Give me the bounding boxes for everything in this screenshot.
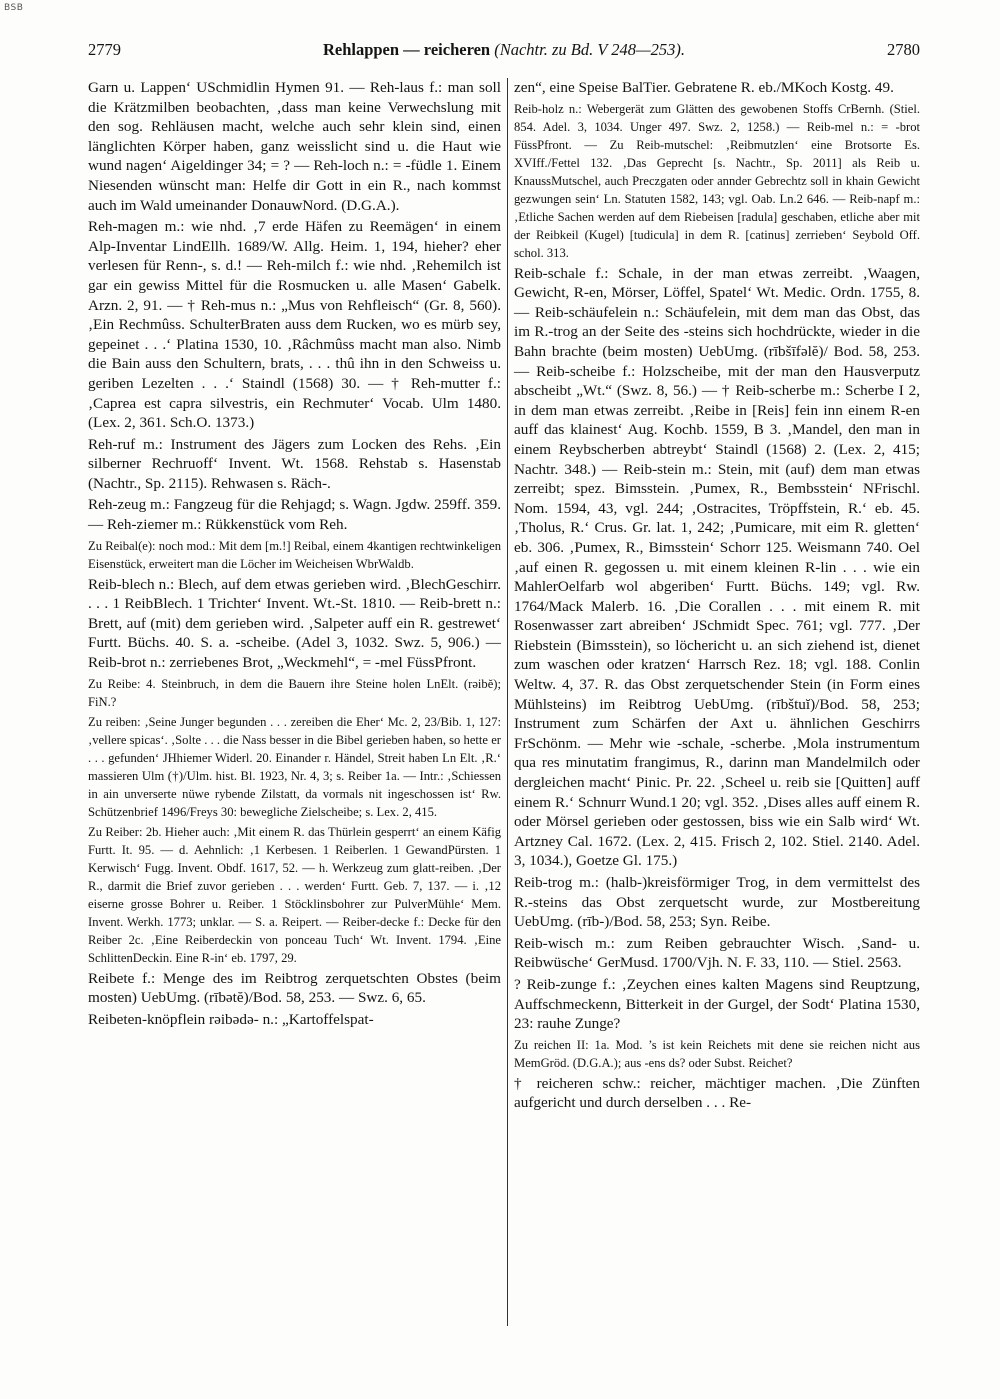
dictionary-entry: Zu reiben: ‚Seine Junger begunden . . . zereiben die Eher‘ Mc. 2, 23/Bib. 1, 127: ‚vellere spicas‘. ‚Solte . . . die Nass besser in die Bibel gerieben haben, so hette er . . . gefunden‘ JHhiemer Widerl. 20. Einander r. Händel, Streit haben Ln Elt. ‚R.‘ massieren Ulm (†)/Ulm. hist. Bl. 1923, Nr. 4, 3; s. Reiber 1a. — Intr.: ‚Schiessen in ain unverserte nüwe rybende Zilstatt, da vormals nit ingeschossen ist‘ Rw. Schützenbrief 1496/Freys 30: bewegliche Zielscheibe; s. Lex. 2, 415. (88, 714, 501, 819)
dictionary-entry: Reibete f.: Menge des im Reibtrog zerquetschten Obstes (beim mosten) UebUmg. (rībətĕ)/Bod. 58, 253. — Swz. 6, 65. (88, 969, 501, 1007)
page-number-right: 2780 (887, 40, 920, 59)
left-column (88, 78, 501, 1031)
column-divider (507, 78, 508, 1326)
dictionary-entry: Reibeten-knöpflein rəibədə- n.: „Kartoffelspat- (88, 1010, 374, 1028)
dictionary-entry: Zu Reibal(e): noch mod.: Mit dem [m.!] Reibal, einem 4kantigen rechtwinkeligen Eisenstück, erweitert man die Löcher im Weicheisen WbrWaldb. (88, 538, 501, 571)
dictionary-entry: Zu reichen II: 1a. Mod. ’s ist kein Reichets mit dene sie reichen nicht aus MemGröd. (D.G.A.); aus -ens ds? oder Subst. Reichet? (514, 1037, 920, 1070)
dictionary-entry: Zu Reibe: 4. Steinbruch, in dem die Bauern ihre Steine holen LnElt. (rəibĕ); FiN.? (88, 676, 501, 709)
dictionary-entry: Reh-ruf m.: Instrument des Jägers zum Locken des Rehs. ‚Ein silberner Rechruoff‘ Invent. Wt. 1568. Rehstab s. Hasenstab (Nachtr., Sp. 2115). Rehwasen s. Räch-. (88, 435, 501, 492)
supplement-reference: (Nachtr. zu Bd. V 248—253). (494, 40, 686, 59)
dictionary-entry: Reib-schale f.: Schale, in der man etwas zerreibt. ‚Waagen, Gewicht, R-en, Mörser, Löffel, Spatel‘ Wt. Medic. Ordn. 1755, 8. — Reib-schäufelein n.: Schäufelein, mit dem man das Obst, das im R.-trog an der Seite des -steins sich hochdrückte, wieder in die Bahn brachte (beim mosten) UebUmg. (rībšīfəlĕ)/ Bod. 58, 253. — Reib-scheibe f.: Holzscheibe, mit der man den Hausverputz abscheibt „Wt.“ (Swz. 8, 56.) — † Reib-scherbe m.: Scherbe I 2, in dem man etwas zerreibt. ‚Reibe in [Reis] fein inn einem R-en auff das klainest‘ Aug. Kochb. 1559, B 3. ‚Mandel, den man in einem Reybscherben abtreybt‘ Staindl (1568) 2. (Lex. 2, 415; Nachtr. 348.) — Reib-stein m.: Stein, mit (auf) dem man etwas zerreibt; spez. Bimsstein. ‚Pumex, R., Bembsstein‘ NFrischl. Nom. 1594, 43, vgl. 244; ‚Ostracites, Tröpffstein, R.‘ eb. 45. ‚Tholus, R.‘ Crus. Gr. lat. 1, 242; ‚Pumicare, mit eim R. gletten‘ eb. 306. ‚Pumex, R., Bimsstein‘ Schorr 125. Weismann 740. Oel ‚auf einen R. gegossen u. mit einem kleinen R-lin . . . wie ein MahlerOelfarb wol abgeriben‘ Furtt. Büchs. 149; vgl. Rw. 1764/Mack Malerb. 16. ‚Die Corallen . . . mit einem R. mit Rosenwasser zart abreiben‘ JSchmidt Spec. 761; vgl. 777. ‚Der Riebstein (Bimsstein), so löchericht u. an sich ziehend ist, dienet zum waschen oder kratzen‘ Harrsch Rez. 18; vgl. 188. Conlin Weltw. 4, 37. R. das Obst zerquetschender Stein (in Form eines Mühlsteins) im Reibtrog UebUmg. (rībštuĭ)/Bod. 58, 253; Instrument zum Schärfen der Axt u. ähnlichen Geschirrs FrSchönm. — Mehr wie -schale, -scherbe. ‚Mola instrumentum qua res minutatim frangimus, R., darinn man Mandelmilch oder dergleichen macht‘ Pinic. Pr. 22. ‚Scheel u. reib sie [Quitten] auff einem R.‘ Schnurr Wund.1 20; vgl. 352. ‚Dises alles auff einem R. oder Mörsel gerieben oder gestossen, biss wie ein Salb wird‘ Wt. Artzney Cal. 1672. (Lex. 2, 415. Frisch 2, 102. Stiel. 2140. Adel. 3, 1034.), Goetze Gl. 175.) (514, 264, 920, 870)
page-title (88, 40, 920, 60)
dictionary-entry: zen“, eine Speise BalTier. Gebratene R. eb./MKoch Kostg. 49. (514, 79, 894, 96)
dictionary-entry: Garn u. Lappen‘ USchmidlin Hymen 91. — Reh-laus f.: man soll die Krätzmilben beobachten, ‚dass man keine Verwechslung mit den sog. Rehläusen macht, welche auch sehr klein sind, einen länglichten Körper haben, ganz weisslicht sind u. die Haut wie wund nagen‘ Aigeldinger 34; = ? — Reh-loch n.: = -füdle 1. Einem Niesenden wünscht man: Helfe dir Gott in ein R., nach kommst auch im Wald umeinander DonauwNord. (D.G.A.). (88, 79, 501, 214)
headword-range: Rehlappen — reicheren (322, 40, 491, 59)
library-mark: BSB (4, 3, 24, 13)
dictionary-entry: Reh-zeug m.: Fangzeug für die Rehjagd; s. Wagn. Jgdw. 259ff. 359. — Reh-ziemer m.: Rükkenstück vom Reh. (88, 496, 501, 534)
dictionary-entry: Reib-blech n.: Blech, auf dem etwas gerieben wird. ‚BlechGeschirr. . . . 1 ReibBlech. 1 Trichter‘ Invent. Wt.-St. 1810. — Reib-brett n.: Brett, auf (mit) dem gerieben wird. ‚Salpeter auff ein R. gestrewet‘ Furtt. Büchs. 40. S. a. -scheibe. (Adel 3, 1032. Swz. 5, 906.) — Reib-brot n.: zerriebenes Brot, „Weckmehl“, = -mel FüssPfront. (88, 575, 501, 672)
dictionary-entry: Reib-trog m.: (halb-)kreisförmiger Trog, in dem vermittelst des R.-steins das Obst zerquetscht wurde, zur Mostbereitung UebUmg. (rīb-)/Bod. 58, 253; Syn. Reibe. (514, 874, 920, 931)
dictionary-entry: Reib-holz n.: Webergerät zum Glätten des gewobenen Stoffs CrBernh. (Stiel. 854. Adel. 3, 1034. Unger 497. Swz. 2, 1258.) — Reib-mel n.: = -brot FüssPfront. — Zu Reib-mutschel: ‚Reibmutzlen‘ eine Brotsorte Es. XVIff./Fettel 132. ‚Das Geprecht [s. Nachtr., Sp. 2011] als Reib u. KnaussMutschel, auch Preczgaten oder annder Gebrechtz soll in khain Gewicht gezwungen sein‘ Ln. Statuten 1582, 143; vgl. Oab. Ln.2 646. — Reib-napf m.: ‚Etliche Sachen werden auf dem Riebeisen [radula] geschaben, etliche aber mit der Reibkeil (Kugel) [tudicula] in dem R. [catinus] zerrieben‘ Seybold Off. schol. 313. (514, 101, 920, 260)
dictionary-entry: Reh-magen m.: wie nhd. ‚7 erde Häfen zu Reemägen‘ in einem Alp-Inventar LindEllh. 1689/W. Allg. Heim. 1, 194, hieher? eher verlesen für Renn-, s. d.! — Reh-milch f.: wie nhd. ‚Rehemilch ist gar ein gewiss Mittel für die Rosmucken u. alle Masen‘ Gabelk. Arzn. 2, 91. — † Reh-mus n.: „Mus von Rehfleisch“ (Gr. 8, 560). ‚Ein Rechmûss. SchulterBraten auss dem Rucken, wo es mürb sey, gepeinet . . .‘ Platina 1530, 10. ‚Râchmûss macht man also. Nimb die Bain auss den Schultern, brats, . . . thû ihn in den Schweiss u. geriben Lezelten . . .‘ Staindl (1568) 30. — † Reh-mutter f.: ‚Caprea est capra silvestris, ein Rechmuter‘ Vocab. Ulm 1480. (Lex. 2, 361. Sch.O. 1373.) (88, 218, 501, 432)
running-header (88, 40, 920, 64)
page-number-left: 2779 (88, 40, 121, 59)
right-column (514, 78, 920, 1115)
dictionary-entry: ? Reib-zunge f.: ‚Zeychen eines kalten Magens sind Reuptzung, Auffschmeckenn, Bitterkeit in der Gurgel, der Sodt‘ Platina 1530, 23: rauhe Zunge? (514, 975, 920, 1033)
dictionary-entry: † reicheren schw.: reicher, mächtiger machen. ‚Die Zünften aufgericht und durch derselben . . . Re- (514, 1074, 920, 1112)
dictionary-entry: Reib-wisch m.: zum Reiben gebrauchter Wisch. ‚Sand- u. Reibwüsche‘ GerMusd. 1700/Vjh. N. F. 33, 110. — Stiel. 2563. (514, 934, 920, 972)
dictionary-entry: Zu Reiber: 2b. Hieher auch: ‚Mit einem R. das Thürlein gesperrt‘ an einem Käfig Furtt. It. 95. — d. Aehnlich: ‚1 Kerbesen. 1 Reiberlen. 1 GewandPürsten. 1 Kerwisch‘ Fugg. Invent. Obdf. 1617, 52. — h. Werkzeug zum glatt-reiben. ‚Der R., darmit die Brief zuvor gerieben . . . werden‘ Furtt. Geb. 7, 137. — i. ‚12 eiserne grosse Bohrer u. Reiber. 1 Stöcklinsbohrer zur PulverMühle‘ Mem. Invent. Werkh. 1773; unklar. — S. a. Reipert. — Reiber-decke f.: Decke für den Reiber 2c. ‚Eine Reiberdeckin von ponceau Tuch‘ Wt. Invent. 1794. ‚Eine SchlittenDeckin. Eine R-in‘ eb. 1797, 29. (88, 824, 501, 965)
